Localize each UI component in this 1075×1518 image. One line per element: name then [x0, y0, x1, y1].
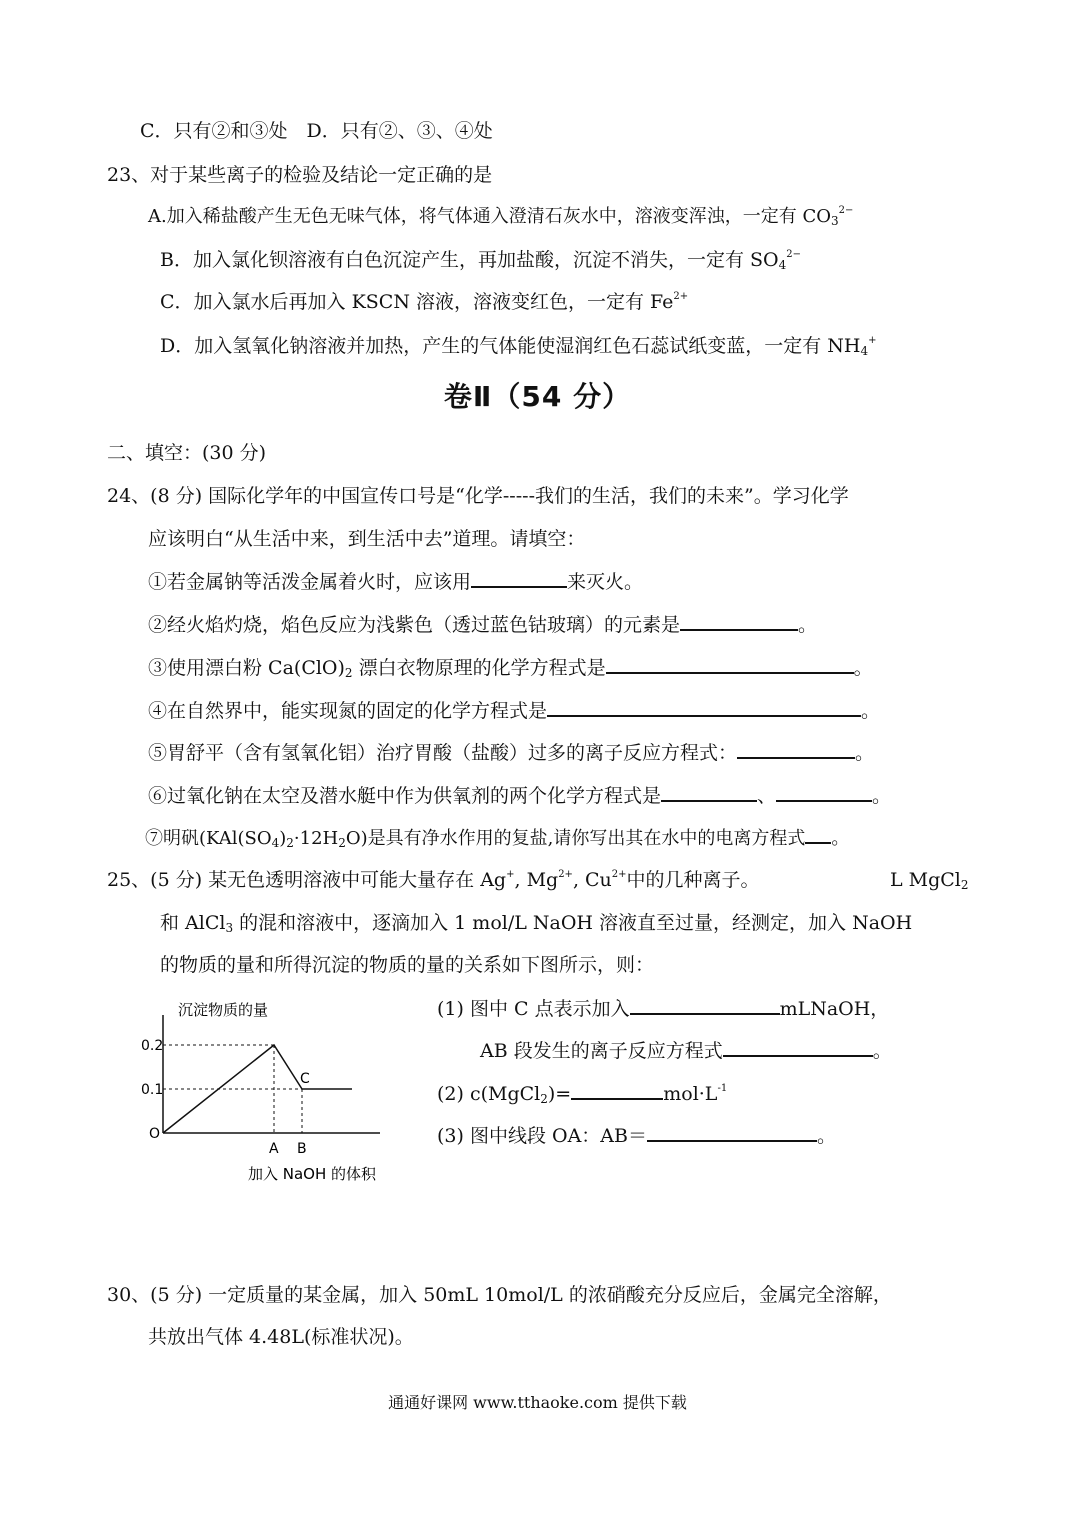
q24-stem-line1: 24、(8 分) 国际化学年的中国宣传口号是“化学-----我们的生活，我们的未来”。学习化学: [107, 485, 849, 507]
answer-blank[interactable]: [606, 654, 854, 674]
q23-option-a: A.加入稀盐酸产生无色无味气体，将气体通入澄清石灰水中，溶液变浑浊，一定有 $CO_3^{2-}$: [148, 205, 854, 228]
q24-item-7: ⑦明矾$(KAl(SO_4)_2\cdot 12H_2O)$是具有净水作用的复盐,请你写出其在水中的电离方程式 。: [145, 824, 849, 852]
x-tick-label: B: [297, 1141, 307, 1157]
answer-blank[interactable]: [805, 824, 831, 844]
q25-stem-line3: 的物质的量和所得沉淀的物质的量的关系如下图所示，则：: [160, 954, 655, 976]
q30-stem-line2: 共放出气体 4.48L(标准状况)。: [148, 1326, 414, 1348]
answer-blank[interactable]: [647, 1122, 817, 1142]
q24-item-6: ⑥过氧化钠在太空及潜水艇中作为供氧剂的两个化学方程式是 、 。: [148, 782, 891, 809]
answer-blank[interactable]: [630, 995, 780, 1015]
answer-blank[interactable]: [661, 782, 757, 802]
q23-option-b: B．加入氯化钡溶液有白色沉淀产生，再加盐酸，沉淀不消失，一定有 $SO_4^{2-}$: [160, 249, 801, 272]
q24-item-4: ④在自然界中，能实现氮的固定的化学方程式是 。: [148, 697, 880, 724]
answer-blank[interactable]: [680, 611, 798, 631]
page-footer: 通通好课网 www.tthaoke.com 提供下载: [388, 1393, 687, 1412]
q24-item-2: ②经火焰灼烧，焰色反应为浅紫色（透过蓝色钴玻璃）的元素是 。: [148, 611, 817, 638]
q23-option-c: C．加入氯水后再加入 KSCN 溶液，溶液变红色，一定有 $Fe^{2+}$: [160, 291, 689, 313]
q23-option-d: D．加入氢氧化钠溶液并加热，产生的气体能使湿润红色石蕊试纸变蓝，一定有 $NH_4^+$: [160, 335, 877, 358]
answer-blank[interactable]: [471, 568, 567, 588]
answer-blank[interactable]: [547, 697, 861, 717]
q23-stem: 23、对于某些离子的检验及结论一定正确的是: [107, 164, 493, 186]
q24-stem-line2: 应该明白“从生活中来，到生活中去”道理。请填空：: [148, 528, 586, 550]
q25-stem-line2: 和 AlCl$_3$ 的混和溶液中，逐滴加入 1 mol/L NaOH 溶液直至过量，经测定，加入 NaOH: [160, 912, 913, 935]
q24-item-3: ③使用漂白粉 $Ca(ClO)_2$ 漂白衣物原理的化学方程式是 。: [148, 654, 873, 681]
x-axis-label: 加入 NaOH 的体积: [248, 1165, 377, 1183]
answer-blank[interactable]: [737, 739, 855, 759]
answer-blank[interactable]: [723, 1037, 873, 1057]
x-tick-label: O: [149, 1126, 161, 1142]
q24-item-1: ①若金属钠等活泼金属着火时，应该用 来灭火。: [148, 568, 643, 595]
answer-blank[interactable]: [776, 782, 872, 802]
y-axis-label: 沉淀物质的量: [178, 1001, 269, 1019]
q25-part-1: (1) 图中 C 点表示加入 mLNaOH，: [437, 995, 889, 1022]
answer-blank[interactable]: [571, 1080, 663, 1100]
q25-stem-line1: 25、(5 分) 某无色透明溶液中可能大量存在 Ag+, $Mg^{2+}$, $Cu^{2+}$中的几种离子。: [107, 869, 760, 891]
q25-part-1b: AB 段发生的离子反应方程式 。: [480, 1037, 892, 1064]
q25-stem-line1-tail: L MgCl$_2$: [890, 869, 969, 892]
q24-item-5: ⑤胃舒平（含有氢氧化铝）治疗胃酸（盐酸）过多的离子反应方程式： 。: [148, 739, 874, 766]
q25-part-3: (3) 图中线段 OA：AB＝ 。: [437, 1122, 836, 1149]
q25-part-2: (2) c(MgCl$_2$)= $mol\cdot L^{-1}$: [437, 1080, 727, 1107]
point-c-label: C: [300, 1071, 310, 1087]
precipitate-curve: [163, 1045, 352, 1133]
part-heading: 二、填空：(30 分): [107, 442, 267, 464]
x-tick-label: A: [269, 1141, 279, 1157]
precipitate-graph: [130, 995, 390, 1190]
q22-options: C．只有②和③处 D．只有②、③、④处: [140, 120, 493, 142]
q30-stem-line1: 30、(5 分) 一定质量的某金属，加入 50mL 10mol/L 的浓硝酸充分反应后，金属完全溶解，: [107, 1284, 892, 1306]
y-tick-label: 0.1: [141, 1082, 164, 1098]
section-title: 卷Ⅱ（54 分）: [443, 380, 632, 413]
y-tick-label: 0.2: [141, 1038, 164, 1054]
